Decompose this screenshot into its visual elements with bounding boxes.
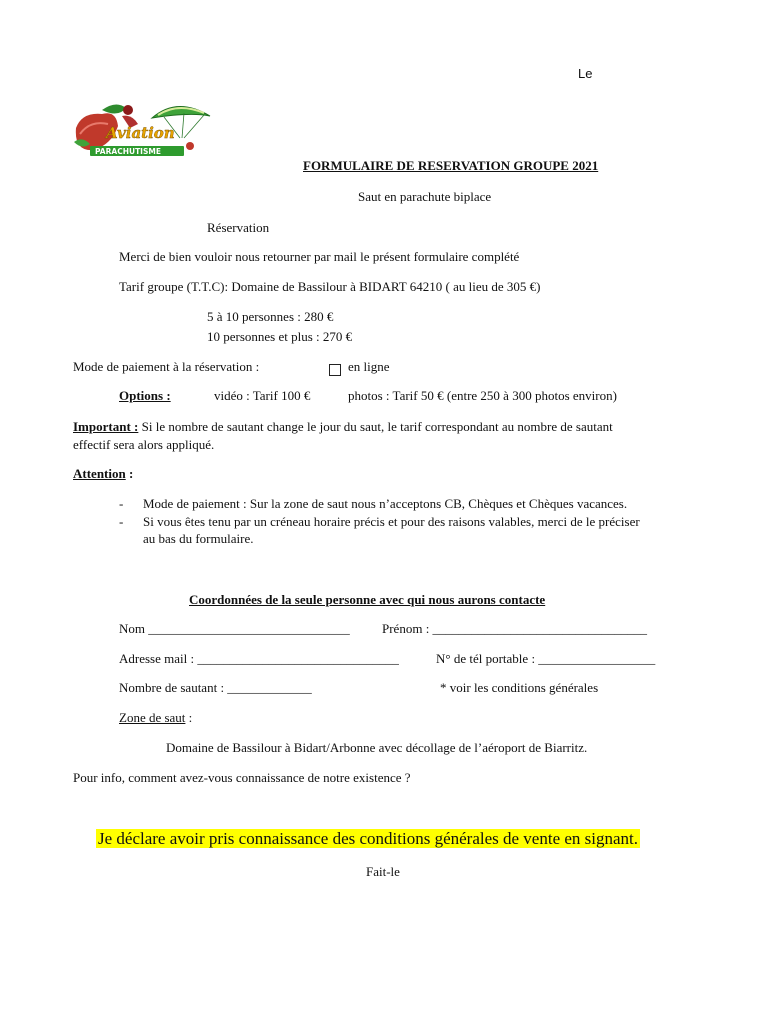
attention-label: Attention [73, 466, 126, 481]
option-video: vidéo : Tarif 100 € [214, 388, 311, 403]
declaration-text: Je déclare avoir pris connaissance des conditions générales de vente en signant. [98, 829, 639, 848]
bullet-dash-1: - [119, 496, 124, 511]
zone-heading [119, 710, 192, 726]
price-large-group: 10 personnes et plus : 270 € [207, 329, 353, 344]
conditions-note: * voir les conditions générales [440, 680, 599, 695]
phone-field[interactable]: N° de tél portable : __________________ [436, 651, 656, 666]
bullet-dash-2: - [119, 514, 124, 529]
payment-label: Mode de paiement à la réservation : [73, 359, 260, 374]
intro-text: Merci de bien vouloir nous retourner par mail le présent formulaire complété [119, 249, 520, 264]
subtitle: Saut en parachute biplace [358, 189, 492, 204]
contact-heading: Coordonnées de la seule personne avec qui nous aurons contacte [189, 592, 546, 607]
important-text: Si le nombre de sautant change le jour du saut, le tarif correspondant au nombre de sautant [138, 419, 613, 434]
logo-sub-text: PARACHUTISME [95, 147, 161, 156]
logo-graphic [72, 98, 212, 166]
reservation-label: Réservation [207, 220, 270, 235]
pour-info-text: Pour info, comment avez-vous connaissance de notre existence ? [73, 770, 411, 785]
important-note [73, 419, 613, 435]
important-text-cont: effectif sera alors appliqué. [73, 437, 215, 452]
attention-item-2: Si vous êtes tenu par un créneau horaire précis et pour des raisons valables, merci de le préciser [143, 514, 640, 529]
fait-le-label: Fait-le [366, 864, 400, 879]
tarif-line: Tarif groupe (T.T.C): Domaine de Bassilour à BIDART 64210 ( au lieu de 305 €) [119, 279, 541, 294]
payment-online-checkbox[interactable] [329, 364, 341, 376]
zone-colon: : [185, 710, 193, 725]
attention-heading [73, 466, 133, 482]
attention-item-1: Mode de paiement : Sur la zone de saut nous n’acceptons CB, Chèques et Chèques vacances. [143, 496, 628, 511]
price-small-group: 5 à 10 personnes : 280 € [207, 309, 334, 324]
page-title: FORMULAIRE DE RESERVATION GROUPE 2021 [303, 158, 599, 173]
attention-item-2-cont: au bas du formulaire. [143, 531, 254, 546]
aviation-parachutisme-logo [72, 98, 212, 166]
logo-brand-text: Aviation [106, 124, 175, 142]
attention-colon: : [125, 466, 134, 481]
zone-label: Zone de saut [119, 710, 186, 725]
date-label: Le [578, 66, 593, 81]
jumpers-count-field[interactable]: Nombre de sautant : _____________ [119, 680, 312, 695]
options-label: Options : [119, 388, 171, 403]
important-label: Important : [73, 419, 139, 434]
zone-text: Domaine de Bassilour à Bidart/Arbonne avec décollage de l’aéroport de Biarritz. [166, 740, 588, 755]
email-field[interactable]: Adresse mail : _______________________________ [119, 651, 399, 666]
option-photos: photos : Tarif 50 € (entre 250 à 300 photos environ) [348, 388, 617, 403]
nom-field[interactable]: Nom _______________________________ [119, 621, 350, 636]
prenom-field[interactable]: Prénom : _________________________________ [382, 621, 648, 636]
payment-online-label: en ligne [348, 359, 390, 374]
